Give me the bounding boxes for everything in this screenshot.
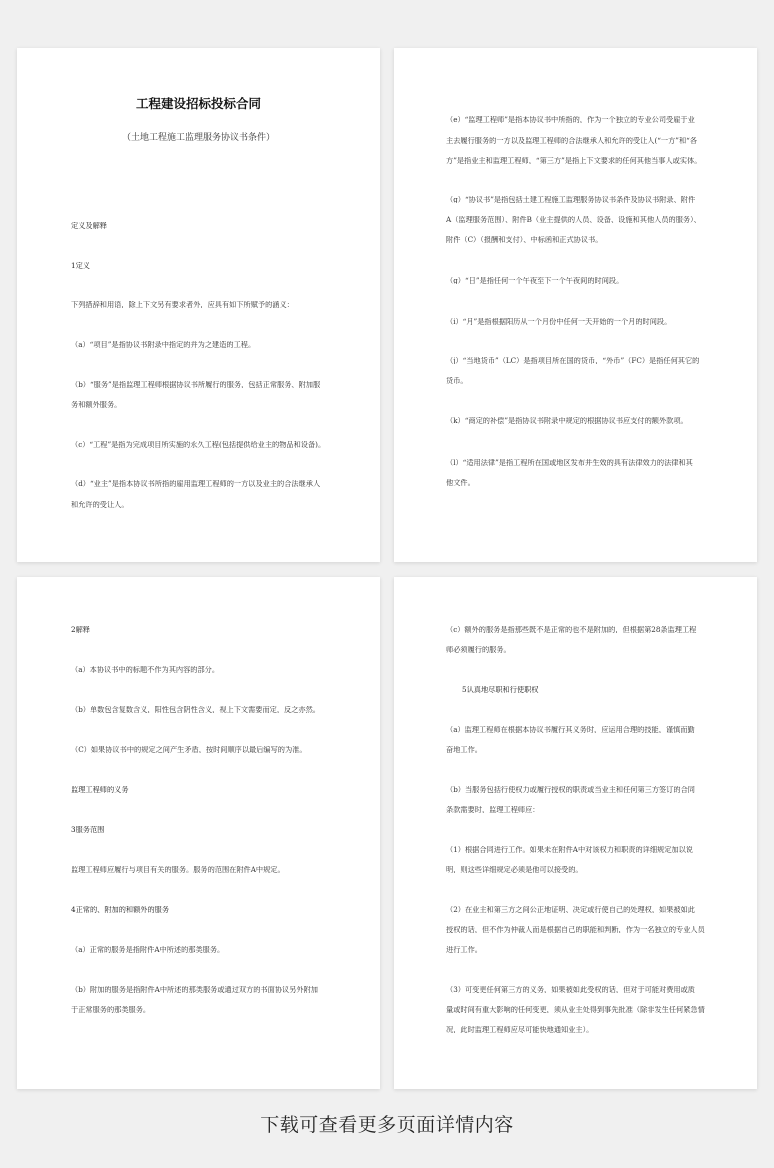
text-line: 和允许的受让人。 xyxy=(71,501,129,509)
text-line: （d）“业主”是指本协议书所指的雇用监理工程师的一方以及业主的合法继承人 xyxy=(71,480,321,488)
text-line: 量或时间有重大影响的任何变更，须从业主处得到事先批准（除非发生任何紧急情 xyxy=(446,1006,705,1014)
text-line: （b）附加的服务是指附件A中所述的那类服务或通过双方的书面协议另外附加 xyxy=(71,986,318,994)
text-line: 定义及解释 xyxy=(71,222,107,230)
text-line: （c）额外的服务是指那些既不是正常的也不是附加的，但根据第28条监理工程 xyxy=(446,626,697,634)
text-line: 方”是指业主和监理工程师，“第三方”是指上下文要求的任何其他当事人或实体。 xyxy=(446,157,702,165)
text-line: 条款需要时，监理工程师应： xyxy=(446,806,540,814)
text-line: 4正常的、附加的和额外的服务 xyxy=(71,906,170,914)
text-line: （2）在业主和第三方之间公正地证明、决定或行使自己的处理权，如果被如此 xyxy=(446,906,695,914)
document-page-1 xyxy=(17,48,380,562)
text-line: 下列措辞和用语，除上下文另有要求者外，应具有如下所赋予的涵义： xyxy=(71,301,294,309)
text-line: 况，此时监理工程师应尽可能快地通知业主）。 xyxy=(446,1026,594,1034)
text-line: （e）“监理工程师”是指本协议书中所指的，作为一个独立的专业公司受雇于业 xyxy=(446,116,695,124)
text-line: （3）可变更任何第三方的义务，如果被如此受权的话，但对于可能对费用或质 xyxy=(446,986,695,994)
text-line: 奋地工作。 xyxy=(446,746,482,754)
text-line: 他文件。 xyxy=(446,479,475,487)
text-line: 务和额外服务。 xyxy=(71,401,122,409)
text-line: （a）监理工程师在根据本协议书履行其义务时，应运用合理的技能，谨慎而勤 xyxy=(446,726,695,734)
text-line: （C）如果协议书中的规定之间产生矛盾，按时间顺序以最后编写的为准。 xyxy=(71,746,307,754)
text-line: 监理工程师的义务 xyxy=(71,786,129,794)
text-line: 师必须履行的服务。 xyxy=(446,646,511,654)
page-subtitle: （土地工程施工监理服务协议书条件） xyxy=(121,133,275,143)
text-line: 于正常服务的那类服务。 xyxy=(71,1006,151,1014)
text-line: （c）“工程”是指为完成项目所实施的永久工程(包括提供给业主的物品和设备)。 xyxy=(71,441,326,449)
text-line: （b）当服务包括行使权力或履行授权的职责或当业主和任何第三方签订的合同 xyxy=(446,786,695,794)
page-title: 工程建设招标投标合同 xyxy=(135,96,261,111)
text-line: （b）“服务”是指监理工程师根据协议书所履行的服务，包括正常服务、附加服 xyxy=(71,381,321,389)
text-line: 2解释 xyxy=(71,626,90,634)
download-prompt[interactable]: 下载可查看更多页面详情内容 xyxy=(260,1114,514,1136)
text-line: （k）“商定的补偿”是指协议书附录中规定的根据协议书应支付的额外款项。 xyxy=(446,417,688,425)
text-line: （i）“月”是指根据阳历从一个月份中任何一天开始的一个月的时间段。 xyxy=(446,318,672,326)
text-line: （j）“当地货币”（LC）是指项目所在国的货币，“外币”（FC）是指任何其它的 xyxy=(446,357,700,365)
text-line: （g）“协议书”是指包括土建工程施工监理服务协议书条件及协议书附录、附件 xyxy=(446,196,696,204)
text-line: （a）“项目”是指协议书附录中指定的并为之建造的工程。 xyxy=(71,341,256,349)
text-line: 5认真地尽职和行使职权 xyxy=(462,686,539,694)
text-line: （a）本协议书中的标题不作为其内容的部分。 xyxy=(71,666,220,674)
document-page-4 xyxy=(394,577,757,1089)
document-page-2 xyxy=(394,48,757,562)
text-line: （a）正常的服务是指附件A中所述的那类服务。 xyxy=(71,946,225,954)
text-line: 主去履行服务的一方以及监理工程师的合法继承人和允许的受让人(“一方”和“各 xyxy=(446,137,698,145)
text-line: A（监理服务范围）、附件B（业主提供的人员、设备、设施和其他人员的服务）、 xyxy=(446,216,701,224)
text-line: 3服务范围 xyxy=(71,826,105,834)
text-line: 货币。 xyxy=(446,377,468,385)
text-line: 明，则这些详细规定必须是他可以接受的。 xyxy=(446,866,583,874)
text-line: 进行工作。 xyxy=(446,946,482,954)
text-line: （1）根据合同进行工作。如果未在附件A中对该权力和职责的详细规定加以说 xyxy=(446,846,693,854)
text-line: （g）“日”是指任何一个午夜至下一个午夜间的时间段。 xyxy=(446,277,624,285)
text-line: 1定义 xyxy=(71,262,90,270)
document-page-3 xyxy=(17,577,380,1089)
text-line: 监理工程师应履行与项目有关的服务。服务的范围在附件A中规定。 xyxy=(71,866,285,874)
text-line: 授权的话，但不作为仲裁人而是根据自己的职能和判断，作为一名独立的专业人员 xyxy=(446,926,705,934)
text-line: （b）单数包含复数含义，阳性包含阴性含义，视上下文需要而定，反之亦然。 xyxy=(71,706,320,714)
text-line: 附件（C）（报酬和支付）、中标函和正式协议书。 xyxy=(446,236,603,244)
text-line: （l）“适用法律”是指工程所在国或地区发布并生效的具有法律效力的法律和其 xyxy=(446,459,693,467)
